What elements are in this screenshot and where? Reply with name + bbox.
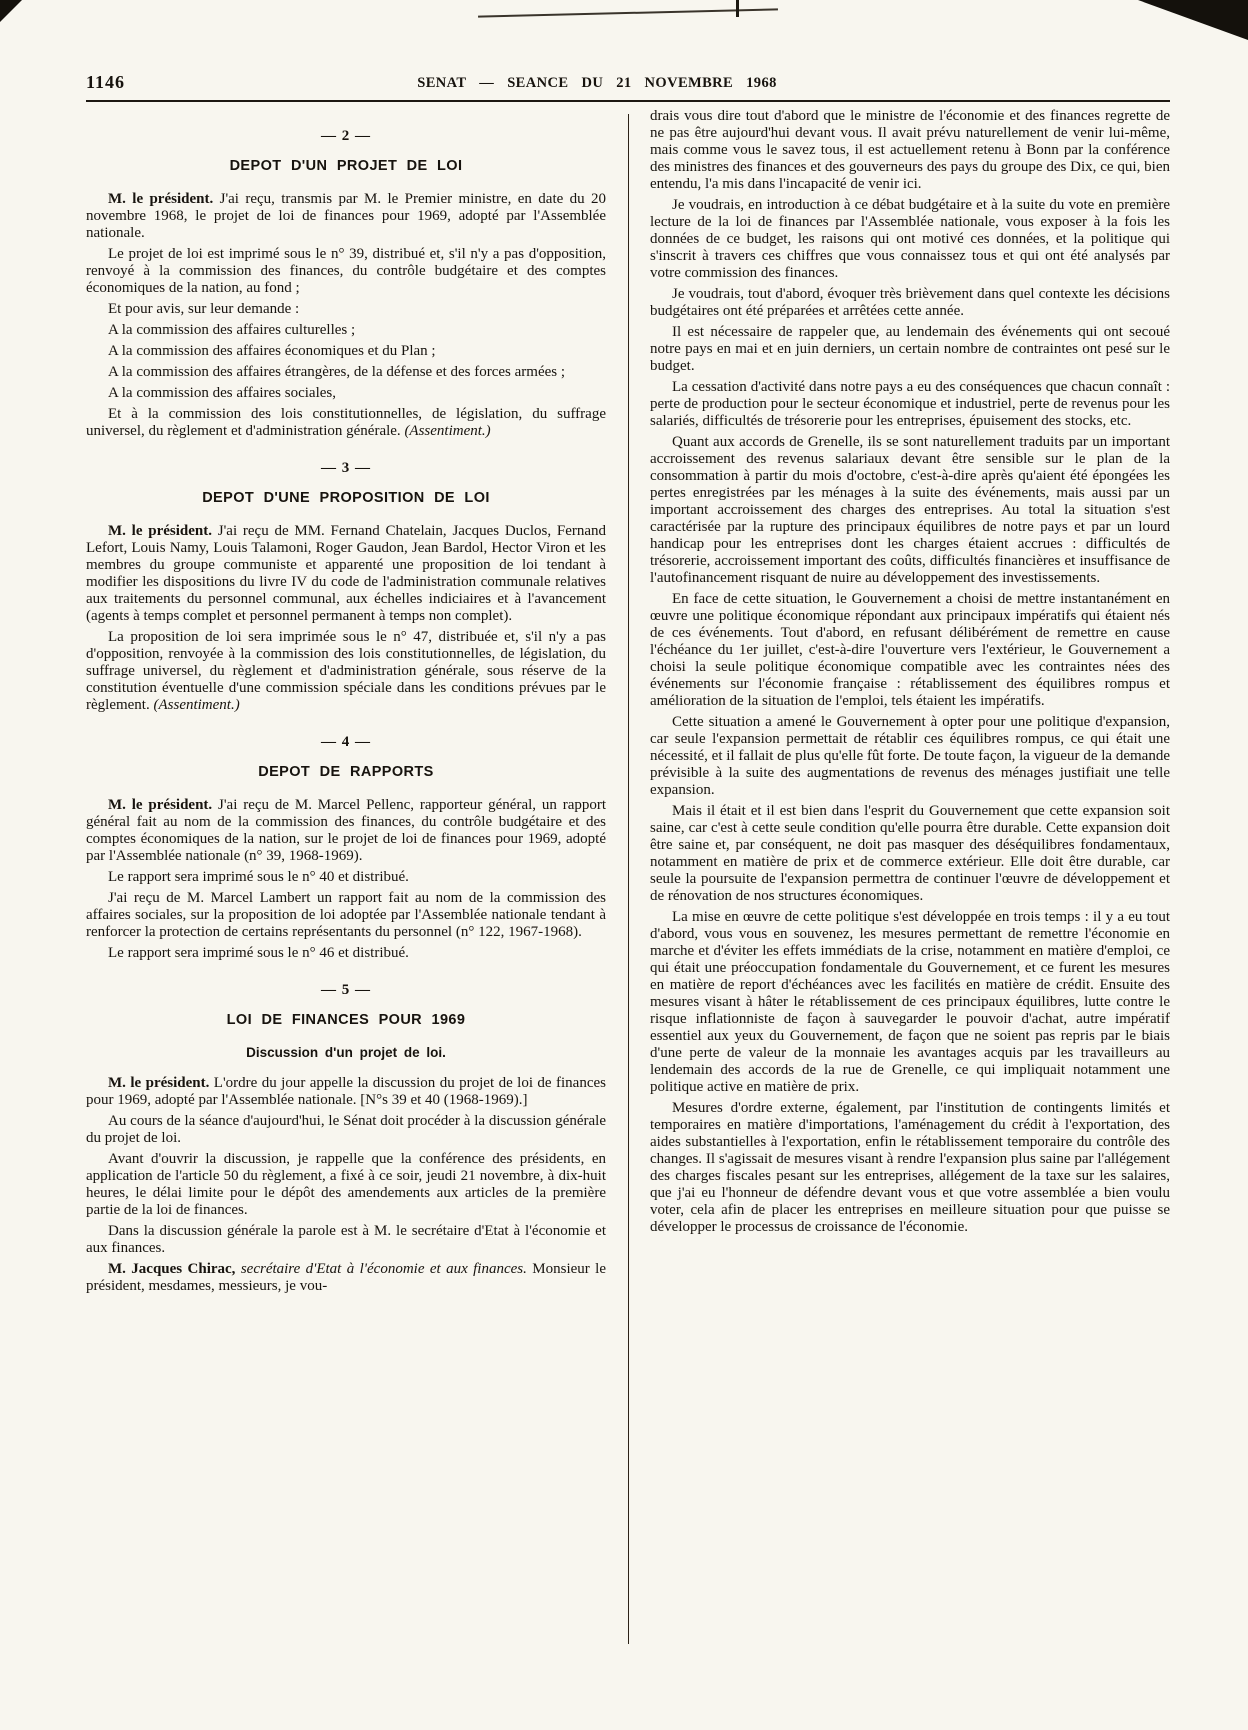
section-number: [86, 460, 606, 477]
left-column: [86, 108, 606, 1299]
text-segment: Dans la discussion générale la parole est à M. le secrétaire d'Etat à l'économie et aux finances.: [86, 1223, 606, 1256]
text-segment: A la commission des affaires étrangères, de la défense et des forces armées ;: [108, 364, 566, 380]
scan-artifact-hairline: [478, 8, 778, 17]
text-segment: — 3 —: [321, 460, 371, 476]
text-segment: Mesures d'ordre externe, également, par l'institution de contingents limités et temporaires en matière d'importations, l'aménagement du crédit à l'exportation, des aides substantielles à l'exportation, enfin le rétablissement temporaire du contrôle des changes. Il s'agissait de mesures visant à rendre l'expansion plus saine par l'allégement des charges fiscales pesant sur les entreprises, allégement de la taxe sur les salaires, que j'ai eu l'honneur de défendre devant vous et que votre assemblée a bien voulu voter, cela afin de placer les entreprises en meilleure situation pour que puisse se développer le processus de croissance de l'économie.: [650, 1100, 1170, 1235]
paragraph: [86, 1261, 606, 1295]
text-segment: drais vous dire tout d'abord que le ministre de l'économie et des finances regrette de ne pas être aujourd'hui devant vous. Il avait prévu naturellement de venir lui-même, mais comme vous le savez tous, il est actuellement retenu à Bonn par la conférence des ministres des finances et des gouverneurs des pays du groupe des Dix, ce qui, bien entendu, l'a mis dans l'incapacité de venir ici.: [650, 108, 1170, 192]
text-segment: Et à la commission des lois constitutionnelles, de législation, du suffrage universel, du règlement et d'administration générale.: [86, 406, 606, 439]
section-heading: [86, 490, 606, 506]
text-segment: — 5 —: [321, 982, 371, 998]
paragraph: [86, 869, 606, 886]
paragraph: [650, 197, 1170, 282]
paragraph: [650, 434, 1170, 587]
paragraph: [86, 797, 606, 865]
text-segment: L'ordre du jour appelle la discussion du projet de loi de finances pour 1969, adopté par l'Assemblée nationale. [N°s 39 et 40 (1968-1969).]: [86, 1075, 606, 1108]
paragraph: [86, 385, 606, 402]
header-rule: [86, 100, 1170, 102]
paragraph: [650, 714, 1170, 799]
scan-artifact-corner-top-right: [1138, 0, 1248, 40]
text-segment: M. le président.: [108, 523, 212, 539]
paragraph: [86, 629, 606, 714]
page-header: [86, 72, 1168, 96]
paragraph: [650, 324, 1170, 375]
page-number: 1146: [86, 72, 126, 92]
paragraph: [650, 286, 1170, 320]
text-segment: DEPOT D'UNE PROPOSITION DE LOI: [202, 490, 490, 506]
text-segment: Je voudrais, tout d'abord, évoquer très brièvement dans quel contexte les décisions budgétaires ont été préparées et arrêtées cette année.: [650, 286, 1170, 319]
scan-artifact-corner-top-left: [0, 0, 22, 22]
text-segment: — 2 —: [321, 128, 371, 144]
text-segment: La mise en œuvre de cette politique s'est développée en trois temps : il y a eu tout d'abord, vous vous en souvenez, les mesures permettant de remettre l'économie en marche et d'éviter les effets immédiats de la crise, notamment en matière d'emploi, ce qui était une préoccupation fondamentale du Gouvernement, et ce furent les mesures en matière de report d'échéances avec les facilités en matière de crédit. Ensuite des mesures visant à hâter le rétablissement de ces principaux équilibres, lutte contre le risque inflationniste de façon à sauvegarder le pouvoir d'achat, autre impératif essentiel aux yeux du Gouvernement, de façon que ne soient pas repris par le biais d'une perte de valeur de la monnaie les avantages acquis par les travailleurs au lendemain des accords de la rue de Grenelle, ce qui impliquait notamment une politique active en matière de prix.: [650, 909, 1170, 1095]
text-segment: A la commission des affaires sociales,: [108, 385, 337, 401]
section-number: [86, 982, 606, 999]
text-segment: (Assentiment.): [153, 697, 240, 713]
text-segment: — 4 —: [321, 734, 371, 750]
text-segment: Le rapport sera imprimé sous le n° 46 et distribué.: [108, 945, 409, 961]
scan-artifact-tick: [736, 0, 739, 17]
paragraph: [86, 364, 606, 381]
paragraph: [650, 379, 1170, 430]
text-segment: M. le président.: [108, 797, 213, 813]
text-segment: Avant d'ouvrir la discussion, je rappelle que la conférence des présidents, en application de l'article 50 du règlement, a fixé à ce soir, jeudi 21 novembre, à dix-huit heures, le délai limite pour le dépôt des amendements aux articles de la première partie de la loi de finances.: [86, 1151, 606, 1218]
text-segment: Et pour avis, sur leur demande :: [108, 301, 300, 317]
paragraph: [86, 1151, 606, 1219]
text-segment: Cette situation a amené le Gouvernement à opter pour une politique d'expansion, car seule l'expansion permettait de rétablir ces équilibres rompus, ce qui était une nécessité, et il fallait de plus qu'elle fût forte. De toute façon, la vigueur de la demande prévisible à la suite des augmentations de revenus des ménages justifiait une telle expansion.: [650, 714, 1170, 798]
paragraph: [86, 945, 606, 962]
text-segment: J'ai reçu de M. Marcel Pellenc, rapporteur général, un rapport général fait au nom de la commission des finances, du contrôle budgétaire et des comptes économiques de la nation, sur le projet de loi de finances pour 1969, adopté par l'Assemblée nationale (n° 39, 1968-1969).: [86, 797, 607, 864]
section-heading: [86, 1012, 606, 1028]
text-segment: M. le président.: [108, 191, 214, 207]
text-segment: M. le président.: [108, 1075, 210, 1091]
section-heading: [86, 158, 606, 174]
text-segment: Discussion d'un projet de loi.: [246, 1045, 446, 1060]
text-segment: (Assentiment.): [404, 423, 491, 439]
text-segment: A la commission des affaires culturelles ;: [108, 322, 356, 338]
text-segment: M. Jacques Chirac,: [108, 1261, 236, 1277]
paragraph: [86, 322, 606, 339]
paragraph: [86, 191, 606, 242]
section-subheading: [86, 1045, 606, 1060]
text-segment: J'ai reçu de M. Marcel Lambert un rapport fait au nom de la commission des affaires sociales, sur la proposition de loi adoptée par l'Assemblée nationale tendant à renforcer la protection de certains représentants du personnel (n° 122, 1967-1968).: [86, 890, 606, 940]
text-segment: En face de cette situation, le Gouvernement a choisi de mettre instantanément en œuvre une politique économique répondant aux principaux impératifs qui étaient nés de ces événements. Tout d'abord, en refusant délibérément de remettre en cause l'échéance du 1er juillet, c'est-à-dire l'ouverture vers l'extérieur, le Gouvernement a choisi la seule politique économique compatible avec les contraintes nées des événements sur l'économie française : rétablissement des équilibres rompus et amélioration de la situation de l'emploi, tels étaient les impératifs.: [650, 591, 1170, 709]
section-heading: [86, 764, 606, 780]
text-segment: La proposition de loi sera imprimée sous le n° 47, distribuée et, s'il n'y a pas d'opposition, renvoyée à la commission des lois constitutionnelles, de législation, du suffrage universel, du règlement et d'administration générale, sous réserve de la constitution éventuelle d'une commission spéciale dans les conditions prévues par le règlement.: [86, 629, 606, 713]
paragraph: [86, 890, 606, 941]
paragraph: [86, 1223, 606, 1257]
text-segment: Je voudrais, en introduction à ce débat budgétaire et à la suite du vote en première lecture de la loi de finances par l'Assemblée nationale, vous exposer à la fois les données de ce budget, les raisons qui ont motivé ces données, et la politique qui s'inscrit à travers ces chiffres que vous connaissez tous et qui ont été analysés par votre commission des finances.: [650, 197, 1170, 281]
text-segment: DEPOT DE RAPPORTS: [258, 764, 434, 780]
paragraph: [650, 108, 1170, 193]
paragraph: [650, 1100, 1170, 1236]
text-segment: Le rapport sera imprimé sous le n° 40 et distribué.: [108, 869, 409, 885]
paragraph: [86, 246, 606, 297]
text-segment: J'ai reçu, transmis par M. le Premier ministre, en date du 20 novembre 1968, le projet de loi de finances pour 1969, adopté par l'Assemblée nationale.: [86, 191, 607, 241]
text-segment: J'ai reçu de MM. Fernand Chatelain, Jacques Duclos, Fernand Lefort, Louis Namy, Louis Talamoni, Roger Gaudon, Jean Bardol, Hector Viron et les membres du groupe communiste et apparenté une proposition de loi tendant à modifier les dispositions du livre IV du code de l'administration communale relatives aux traitements du personnel communal, aux échelles indiciaires et à l'avancement (agents à temps complet et personnel permanent à temps non complet).: [86, 523, 607, 624]
text-segment: A la commission des affaires économiques et du Plan ;: [108, 343, 436, 359]
text-segment: Mais il était et il est bien dans l'esprit du Gouvernement que cette expansion soit saine, car c'est à cette seule condition qu'elle pourra être durable. Cette expansion doit être saine et, par conséquent, ne doit pas masquer des déséquilibres fondamentaux, notamment en matière de prix et de commerce extérieur. Elle doit être durable, car seule la poursuite de l'expansion permettra de continuer l'œuvre de développement et de rénovation de nos structures économiques.: [650, 803, 1170, 904]
paragraph: [86, 301, 606, 318]
text-segment: DEPOT D'UN PROJET DE LOI: [229, 158, 463, 174]
text-segment: Quant aux accords de Grenelle, ils se sont naturellement traduits par un important accroissement des revenus salariaux devant être sensible sur le plan de la consommation à partir du mois d'octobre, c'est-à-dire après qu'aient été épongées les pertes enregistrées par les ménages à la suite des événements, mais aussi par un important accroissement des charges des entreprises. Au total la situation s'est caractérisée par la rupture des principaux équilibres de notre pays et par un lourd handicap pour les entreprises dont les charges étaient accrues : difficultés de trésorerie, accroissement important des coûts, difficultés financières et insuffisance de l'autofinancement risquant de nuire au développement des investissements.: [650, 434, 1170, 586]
paragraph: [86, 523, 606, 625]
paragraph: [86, 406, 606, 440]
section-number: [86, 734, 606, 751]
text-columns: [86, 108, 1170, 1644]
text-segment: La cessation d'activité dans notre pays a eu des conséquences que chacun connaît : perte de production pour le secteur économique et industriel, perte de revenus pour les salariés, difficultés de trésorerie pour les entreprises, épuisement des stocks, etc.: [650, 379, 1170, 429]
section-number: [86, 128, 606, 145]
paragraph: [86, 343, 606, 360]
right-column: [650, 108, 1170, 1240]
column-divider: [606, 108, 650, 1644]
text-segment: Au cours de la séance d'aujourd'hui, le Sénat doit procéder à la discussion générale du projet de loi.: [86, 1113, 606, 1146]
journal-title: SENAT — SEANCE DU 21 NOVEMBRE 1968: [417, 75, 777, 91]
paragraph: [86, 1113, 606, 1147]
text-segment: Monsieur le président, mesdames, messieurs, je vou-: [86, 1261, 606, 1294]
text-segment: LOI DE FINANCES POUR 1969: [226, 1012, 466, 1028]
text-segment: secrétaire d'Etat à l'économie et aux finances.: [235, 1261, 527, 1277]
paragraph: [650, 803, 1170, 905]
paragraph: [86, 1075, 606, 1109]
text-segment: Le projet de loi est imprimé sous le n° 39, distribué et, s'il n'y a pas d'opposition, renvoyé à la commission des finances, du contrôle budgétaire et des comptes économiques de la nation, au fond ;: [86, 246, 606, 296]
text-segment: Il est nécessaire de rappeler que, au lendemain des événements qui ont secoué notre pays en mai et en juin derniers, un certain nombre de contraintes ont pesé sur le budget.: [650, 324, 1170, 374]
paragraph: [650, 591, 1170, 710]
paragraph: [650, 909, 1170, 1096]
